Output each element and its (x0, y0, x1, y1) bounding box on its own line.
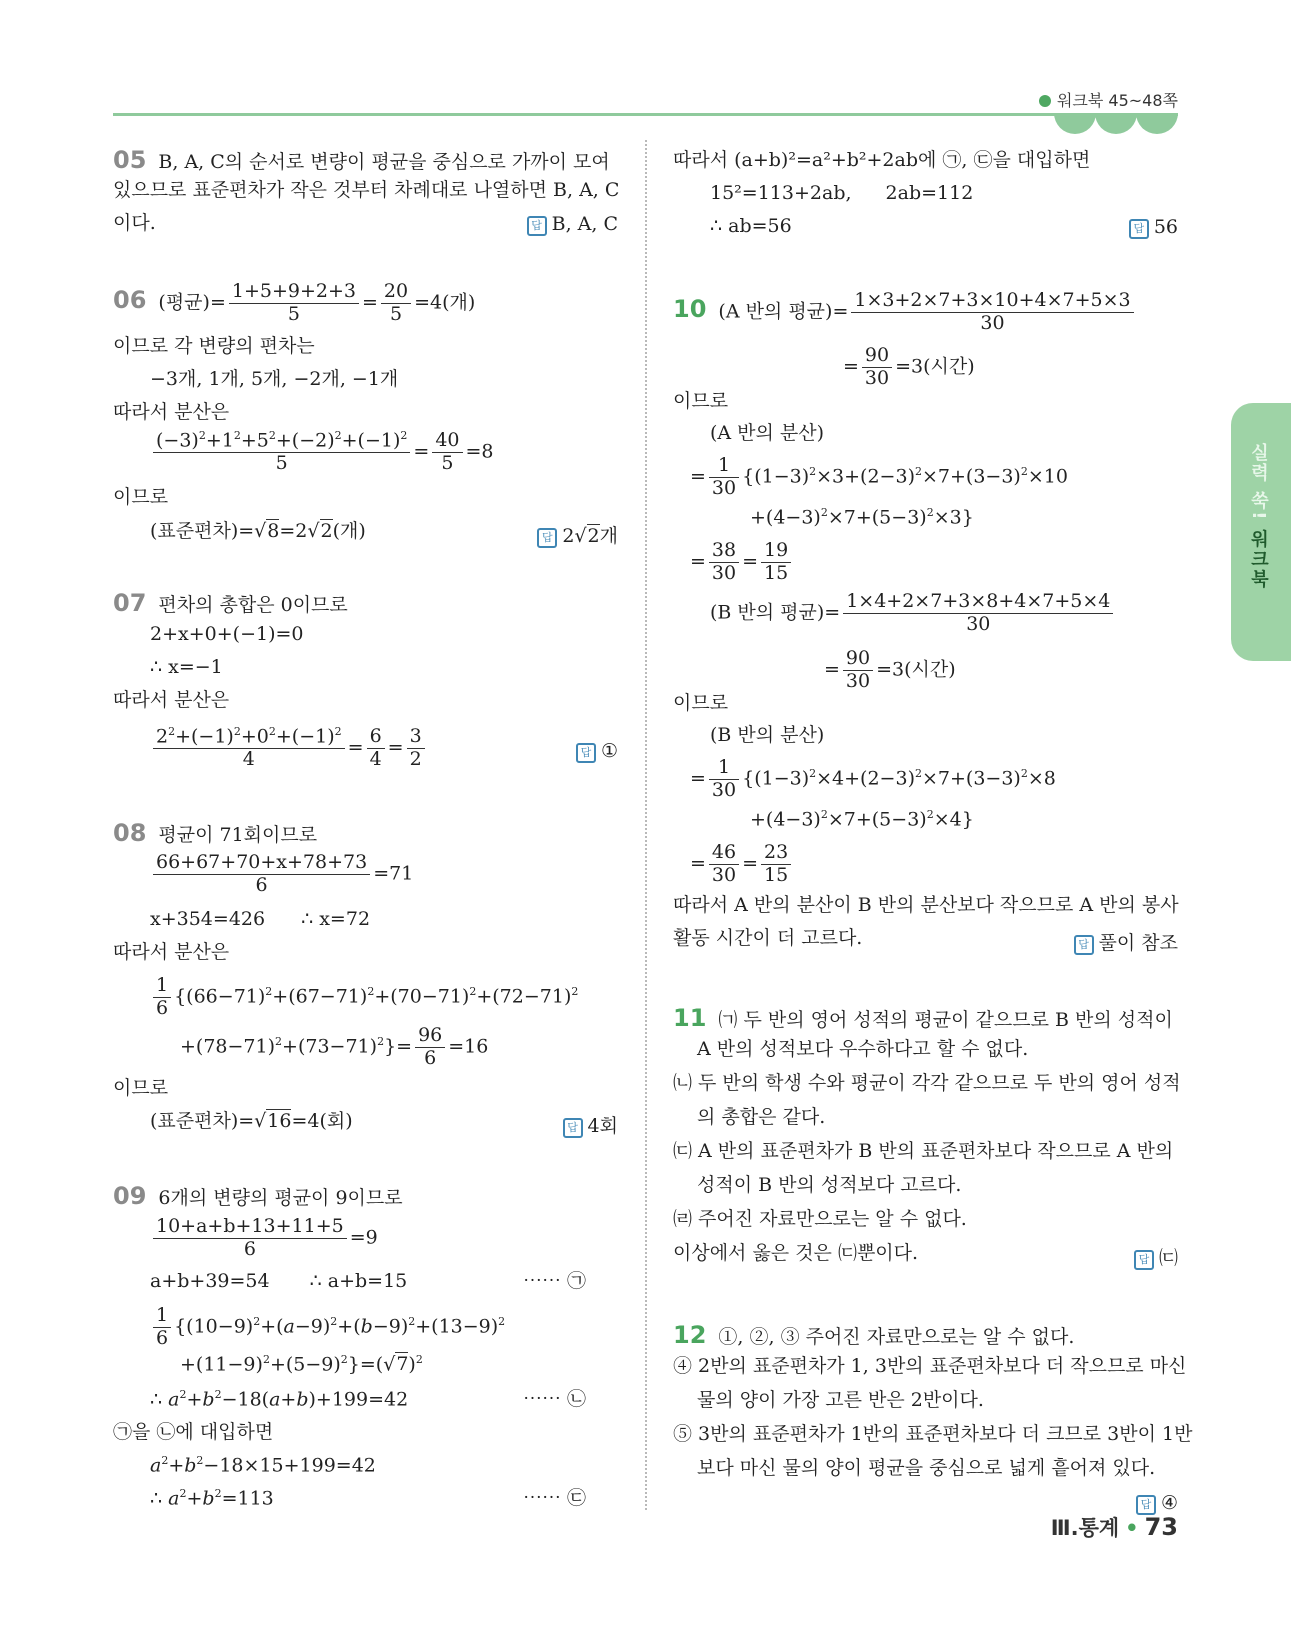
a-mean-result: = $\frac{90}{30}$ =3(시간) (843, 344, 975, 389)
fraction: $\frac{90}{30}$ (862, 345, 892, 390)
problem-number: 07 (113, 589, 147, 617)
answer-icon: 답 (1136, 1495, 1156, 1515)
b-mean: (B 반의 평균)= $\frac{1\times 4+2\times 7+3\times 8+4\times 7+5\times 4}{30}$ (710, 591, 1116, 636)
fraction: $\frac{1}{30}$ (709, 757, 739, 802)
fraction: $\frac{1}{30}$ (709, 455, 739, 500)
problem-09-line-1: 09 6개의 변량의 평균이 9이므로 (113, 1182, 403, 1210)
fraction: $\frac{90}{30}$ (843, 648, 873, 693)
fraction: $\frac{1}{6}$ (153, 975, 171, 1020)
answer-10: 답 풀이 참조 (1074, 928, 1178, 955)
side-tab-accent: 실력 쑥! (1248, 443, 1269, 522)
text-line: 의 총합은 같다. (697, 1106, 826, 1128)
text-line: 이므로 (673, 390, 729, 412)
a-variance-result: = $\frac{38}{30}$ = $\frac{19}{15}$ (690, 540, 794, 585)
problem-12-line-1: 12 ①, ②, ③ 주어진 자료만으로는 알 수 없다. (673, 1321, 1075, 1349)
answer-icon: 답 (1134, 1250, 1154, 1270)
a-variance-expression-1: = $\frac{1}{30}$ {$(1-3)^2\times 3+(2-3)^2\times 7+(3-3)^2\times 10$ (690, 454, 1068, 499)
fraction: $\frac{38}{30}$ (709, 540, 739, 585)
answer-11: 답 ㈂ (1134, 1243, 1178, 1270)
fraction: $\frac{23}{15}$ (761, 842, 791, 887)
text-line: 따라서 분산은 (113, 941, 230, 963)
text-line: 15²=113+2ab, 2ab=112 (710, 182, 974, 204)
text-line: 따라서 분산은 (113, 401, 230, 423)
b-variance-result: = $\frac{46}{30}$ = $\frac{23}{15}$ (690, 842, 794, 887)
answer-08: 답 4회 (563, 1111, 618, 1138)
problem-number: 09 (113, 1182, 147, 1210)
side-tab-label: 워크북 (1248, 529, 1269, 590)
text-line: ④ 2반의 표준편차가 1, 3반의 표준편차보다 더 작으므로 마신 (673, 1355, 1187, 1377)
workbook-reference: 워크북 45~48쪽 (1039, 88, 1178, 111)
answer-icon: 답 (537, 528, 557, 548)
std-dev-line: (표준편차)=√8=2√2(개) (150, 520, 366, 542)
fraction: $\frac{40}{5}$ (432, 430, 462, 475)
answer-icon: 답 (1129, 219, 1149, 239)
problem-05-line-2: 있으므로 표준편차가 작은 것부터 차례대로 나열하면 B, A, C (113, 179, 620, 201)
fraction: $\frac{96}{6}$ (415, 1025, 445, 1070)
fraction: $\frac{20}{5}$ (381, 281, 411, 326)
text-line: 따라서 A 반의 분산이 B 반의 분산보다 작으므로 A 반의 봉사 (673, 894, 1179, 916)
equation-marker: ⋯⋯ ㉢ (523, 1487, 587, 1509)
problem-06-mean: 06 (평균)= $\frac{1+5+9+2+3}{5}$ = $\frac{20}{5}$ =4(개) (113, 280, 476, 325)
text-line: 성적이 B 반의 성적보다 고르다. (697, 1174, 962, 1196)
fraction: $\frac{10+a+b+13+11+5}{6}$ (153, 1216, 347, 1261)
fraction: $\frac{66+67+70+x+78+73}{6}$ (153, 852, 370, 897)
problem-07-line-1: 07 편차의 총합은 0이므로 (113, 589, 348, 617)
fraction: $\frac{(-3)^2+1^2+5^2+(-2)^2+(-1)^2}{5}$ (153, 430, 410, 475)
fraction: $\frac{6}{4}$ (367, 726, 385, 771)
answer-06: 답 2√2개 (537, 521, 618, 548)
text-line: 이상에서 옳은 것은 ㈂뿐이다. (673, 1242, 919, 1264)
variance-expression: $\frac{(-3)^2+1^2+5^2+(-2)^2+(-1)^2}{5}$ = $\frac{40}{5}$ =8 (150, 430, 494, 475)
text-line: $a^2+b^2-18\times 15+199=42$ (150, 1454, 376, 1477)
equation-marker: ⋯⋯ ㉠ (523, 1270, 587, 1292)
side-tab[interactable] (1231, 403, 1291, 661)
text-line: 이므로 (113, 1077, 169, 1099)
answer-icon: 답 (576, 743, 596, 763)
variance-expression: $\frac{2^2+(-1)^2+0^2+(-1)^2}{4}$ = $\frac{6}{4}$ = $\frac{3}{2}$ (150, 726, 428, 771)
problem-05-line-1: 05 B, A, C의 순서로 변량이 평균을 중심으로 가까이 모여 (113, 146, 610, 174)
text-line: ⑤ 3반의 표준편차가 1반의 표준편차보다 더 크므로 3반이 1반 (673, 1423, 1193, 1445)
problem-number: 06 (113, 286, 147, 315)
text-line: ∴ $a^2+b^2=113$ (150, 1487, 274, 1510)
text-line: ㉠을 ㉡에 대입하면 (113, 1421, 274, 1443)
answer-icon: 답 (1074, 935, 1094, 955)
problem-10-a-mean: 10 (A 반의 평균)= $\frac{1\times 3+2\times 7+3\times 10+4\times 7+5\times 3}{30}$ (673, 290, 1137, 335)
variance-expression-2: $+(11-9)^2+(5-9)^2\}=(√7)^2$ (180, 1353, 423, 1376)
answer-09: 답 56 (1129, 216, 1178, 239)
text-line: ∴ ab=56 (710, 215, 792, 237)
text-line: 물의 양이 가장 고른 반은 2반이다. (697, 1389, 984, 1411)
header-scallop (1136, 113, 1178, 134)
problem-08-line-1: 08 평균이 71회이므로 (113, 819, 318, 847)
text-line: ㈃ 주어진 자료만으로는 알 수 없다. (673, 1208, 967, 1230)
equation-marker: ⋯⋯ ㉡ (523, 1388, 587, 1410)
text-line: 2+x+0+(−1)=0 (150, 623, 304, 645)
text-line: −3개, 1개, 5개, −2개, −1개 (150, 368, 399, 390)
b-variance-expression-1: = $\frac{1}{30}$ {$(1-3)^2\times 4+(2-3)^2\times 7+(3-3)^2\times 8$ (690, 756, 1056, 801)
std-dev-line: (표준편차)=√16=4(회) (150, 1110, 353, 1132)
mean-equation: $\frac{66+67+70+x+78+73}{6}$ =71 (150, 852, 413, 897)
header-scallop (1054, 113, 1096, 134)
variance-expression-1: $\frac{1}{6}$ {$(10-9)^2+(a-9)^2+(b-9)^2+(13-9)^2$ (150, 1305, 505, 1350)
text-line: 따라서 분산은 (113, 689, 230, 711)
fraction: $\frac{1}{6}$ (153, 1305, 171, 1350)
variance-expression-1: $\frac{1}{6}$ {$(66-71)^2+(67-71)^2+(70-71)^2+(72-71)^2$ (150, 975, 578, 1020)
answer-05: 답 B, A, C (527, 213, 618, 236)
fraction: $\frac{1\times 4+2\times 7+3\times 8+4\times 7+5\times 4}{30}$ (843, 591, 1113, 636)
problem-number: 08 (113, 819, 147, 847)
b-variance-expression-2: $+(4-3)^2\times 7+(5-3)^2\times 4$} (750, 808, 974, 831)
text-line: (A 반의 분산) (710, 422, 825, 444)
answer-07: 답 ① (576, 740, 618, 763)
header-scallop (1095, 113, 1137, 134)
problem-11-line-1: 11 ㈀ 두 반의 영어 성적의 평균이 같으므로 B 반의 성적이 (673, 1004, 1173, 1032)
text-line: a+b+39=54 ∴ a+b=15 (150, 1270, 408, 1292)
header-rule (113, 113, 1178, 116)
problem-number: 11 (673, 1004, 707, 1032)
a-variance-expression-2: $+(4-3)^2\times 7+(5-3)^2\times 3$} (750, 506, 974, 529)
text-line: 보다 마신 물의 양이 평균을 중심으로 넓게 흩어져 있다. (697, 1457, 1156, 1479)
fraction: $\frac{19}{15}$ (761, 540, 791, 585)
text-line: 이므로 (113, 486, 169, 508)
text-line: ∴ x=−1 (150, 656, 223, 678)
text-line: x+354=426 ∴ x=72 (150, 908, 371, 930)
text-line: 이므로 각 변량의 편차는 (113, 335, 315, 357)
fraction: $\frac{2^2+(-1)^2+0^2+(-1)^2}{4}$ (153, 726, 345, 771)
text-line: 활동 시간이 더 고르다. (673, 927, 863, 949)
text-line: 따라서 (a+b)²=a²+b²+2ab에 ㉠, ㉢을 대입하면 (673, 149, 1091, 171)
b-mean-result: = $\frac{90}{30}$ =3(시간) (824, 647, 956, 692)
bullet-dot-icon (1039, 95, 1051, 107)
fraction: $\frac{1\times 3+2\times 7+3\times 10+4\times 7+5\times 3}{30}$ (851, 290, 1133, 335)
text-line: ㈁ 두 반의 학생 수와 평균이 각각 같으므로 두 반의 영어 성적 (673, 1072, 1181, 1094)
chapter-label: Ⅲ.통계 (1050, 1516, 1120, 1540)
answer-icon: 답 (527, 216, 547, 236)
text-line: A 반의 성적보다 우수하다고 할 수 없다. (697, 1038, 1029, 1060)
mean-equation: $\frac{10+a+b+13+11+5}{6}$ =9 (150, 1216, 378, 1261)
page-number: 73 (1144, 1513, 1178, 1541)
answer-12: 답 ④ (1136, 1492, 1178, 1515)
text-line: (B 반의 분산) (710, 724, 825, 746)
page-footer: Ⅲ.통계 • 73 (1050, 1513, 1178, 1541)
variance-expression-2: $+(78-71)^2+(73-71)^2\}=$ $\frac{96}{6}$ =16 (180, 1024, 489, 1069)
problem-05-line-3: 이다. (113, 212, 156, 234)
answer-icon: 답 (563, 1118, 583, 1138)
fraction: $\frac{3}{2}$ (407, 726, 425, 771)
problem-number: 05 (113, 146, 147, 174)
fraction: $\frac{46}{30}$ (709, 842, 739, 887)
problem-number: 12 (673, 1321, 707, 1349)
text-line: ㈂ A 반의 표준편차가 B 반의 표준편차보다 작으므로 A 반의 (673, 1140, 1174, 1162)
fraction: $\frac{1+5+9+2+3}{5}$ (229, 281, 359, 326)
column-divider (645, 140, 647, 1510)
text-line: ∴ $a^2+b^2-18(a+b)+199=42$ (150, 1388, 409, 1411)
text-line: 이므로 (673, 692, 729, 714)
problem-number: 10 (673, 295, 707, 324)
